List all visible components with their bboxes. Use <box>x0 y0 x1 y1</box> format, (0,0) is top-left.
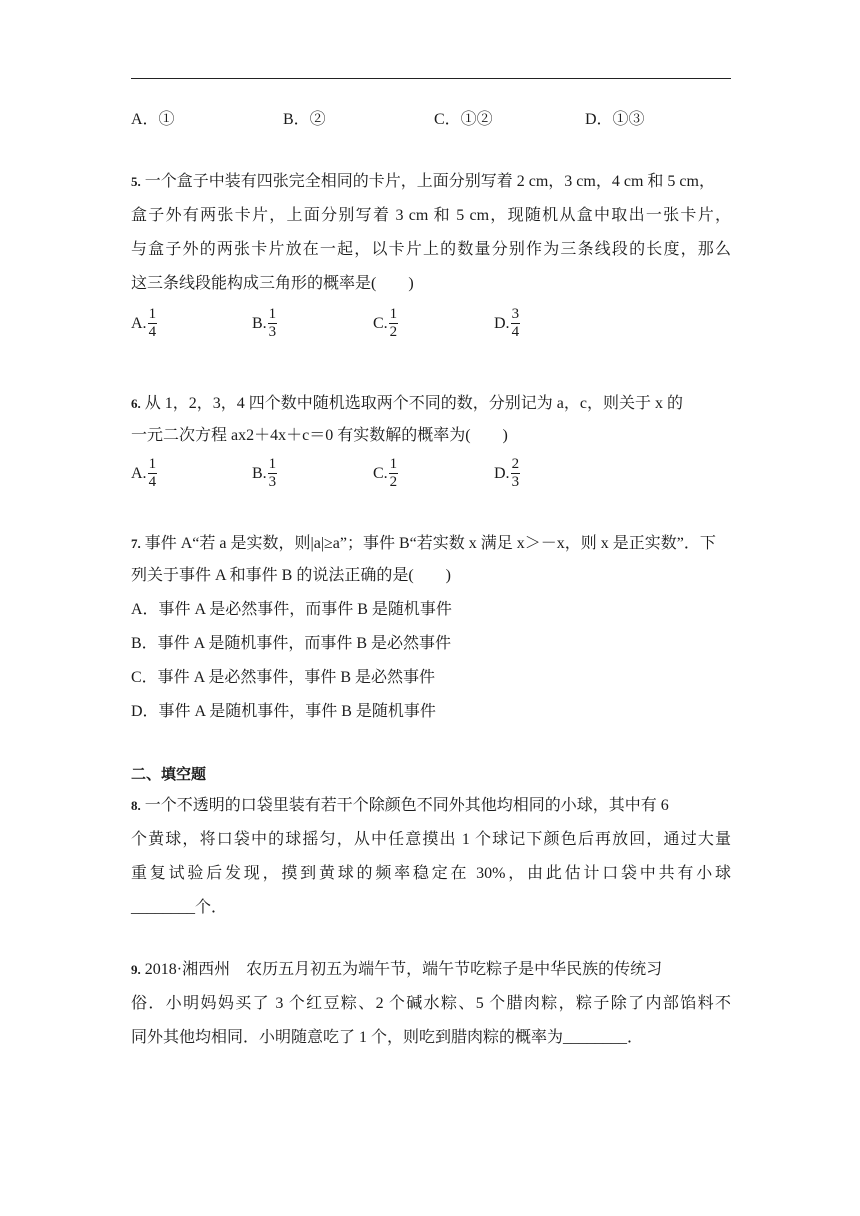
numerator: 1 <box>389 456 398 472</box>
q6-option-d <box>494 456 520 491</box>
q5-option-b <box>252 306 277 341</box>
denominator: 4 <box>148 474 157 490</box>
option-label: D. <box>494 314 510 332</box>
q5-line-1 <box>131 172 715 192</box>
q6-option-b <box>252 456 277 491</box>
q7-option-d: D．事件 A 是随机事件，事件 B 是随机事件 <box>131 703 436 720</box>
q4-option-d: D．①③ <box>585 111 645 128</box>
q8-line-1 <box>131 796 669 816</box>
question-number: 9. <box>131 962 141 977</box>
option-label: D. <box>494 464 510 482</box>
q6-option-a <box>131 456 157 491</box>
numerator: 2 <box>511 456 520 472</box>
fraction <box>148 306 158 341</box>
q5-option-d <box>494 306 520 341</box>
option-label: A. <box>131 314 147 332</box>
fraction <box>511 306 521 341</box>
fraction <box>511 456 521 491</box>
q7-text-1: 事件 A“若 a 是实数，则|a|≥a”；事件 B“若实数 x 满足 x＞－x，则 x 是正实数”．下 <box>144 535 716 552</box>
q9-line-1 <box>131 960 662 980</box>
q5-line-4: 这三条线段能构成三角形的概率是( ) <box>131 275 414 292</box>
q7-option-a: A．事件 A 是必然事件，而事件 B 是随机事件 <box>131 601 452 618</box>
q9-line-2: 俗．小明妈妈买了 3 个红豆粽、2 个碱水粽、5 个腊肉粽，粽子除了内部馅料不 <box>131 995 731 1012</box>
numerator: 1 <box>268 306 277 322</box>
denominator: 4 <box>148 324 157 340</box>
q5-option-c <box>373 306 398 341</box>
q4-option-c: C．①② <box>434 111 493 128</box>
q4-option-b: B．② <box>283 111 326 128</box>
q8-line-2: 个黄球，将口袋中的球摇匀，从中任意摸出 1 个球记下颜色后再放回，通过大量 <box>131 831 731 848</box>
q5-option-a <box>131 306 157 341</box>
denominator: 2 <box>389 474 398 490</box>
question-number: 7. <box>131 536 141 551</box>
q7-line-1 <box>131 534 716 554</box>
q6-line-1 <box>131 394 683 414</box>
question-number: 8. <box>131 798 141 813</box>
numerator: 1 <box>148 456 157 472</box>
q4-option-a: A．① <box>131 111 175 128</box>
denominator: 2 <box>389 324 398 340</box>
numerator: 1 <box>268 456 277 472</box>
denominator: 4 <box>511 324 520 340</box>
numerator: 3 <box>511 306 520 322</box>
numerator: 1 <box>389 306 398 322</box>
option-label: C. <box>373 314 388 332</box>
fraction <box>268 306 278 341</box>
option-label: A. <box>131 464 147 482</box>
question-number: 5. <box>131 174 141 189</box>
q5-line-2: 盒子外有两张卡片，上面分别写着 3 cm 和 5 cm，现随机从盒中取出一张卡片， <box>131 207 731 224</box>
q5-text-1: 一个盒子中装有四张完全相同的卡片，上面分别写着 2 cm，3 cm，4 cm 和 5 cm， <box>144 173 715 190</box>
denominator: 3 <box>268 474 277 490</box>
q7-option-b: B．事件 A 是随机事件，而事件 B 是必然事件 <box>131 635 452 652</box>
option-label: C. <box>373 464 388 482</box>
q9-line-3: 同外其他均相同．小明随意吃了 1 个，则吃到腊肉粽的概率为________． <box>131 1029 644 1046</box>
fraction <box>389 306 399 341</box>
numerator: 1 <box>148 306 157 322</box>
q8-text-1: 一个不透明的口袋里装有若干个除颜色不同外其他均相同的小球，其中有 6 <box>144 797 669 814</box>
fraction <box>389 456 399 491</box>
question-number: 6. <box>131 396 141 411</box>
option-label: B. <box>252 464 267 482</box>
q7-line-2: 列关于事件 A 和事件 B 的说法正确的是( ) <box>131 567 452 584</box>
q5-line-3: 与盒子外的两张卡片放在一起，以卡片上的数量分别作为三条线段的长度，那么 <box>131 241 731 258</box>
header-rule <box>131 78 731 79</box>
q6-option-c <box>373 456 398 491</box>
q8-line-3: 重复试验后发现，摸到黄球的频率稳定在 30%，由此估计口袋中共有小球 <box>131 865 731 882</box>
denominator: 3 <box>268 324 277 340</box>
q6-text-1: 从 1，2，3，4 四个数中随机选取两个不同的数，分别记为 a，c，则关于 x 的 <box>144 395 683 412</box>
section-title: 二、填空题 <box>131 765 207 783</box>
q7-option-c: C．事件 A 是必然事件，事件 B 是必然事件 <box>131 669 436 686</box>
denominator: 3 <box>511 474 520 490</box>
q6-line-2: 一元二次方程 ax2＋4x＋c＝0 有实数解的概率为( ) <box>131 427 508 444</box>
q9-text-1: 2018·湘西州 农历五月初五为端午节，端午节吃粽子是中华民族的传统习 <box>144 961 663 978</box>
q8-line-4: ________个． <box>131 899 228 916</box>
fraction <box>268 456 278 491</box>
fraction <box>148 456 158 491</box>
option-label: B. <box>252 314 267 332</box>
